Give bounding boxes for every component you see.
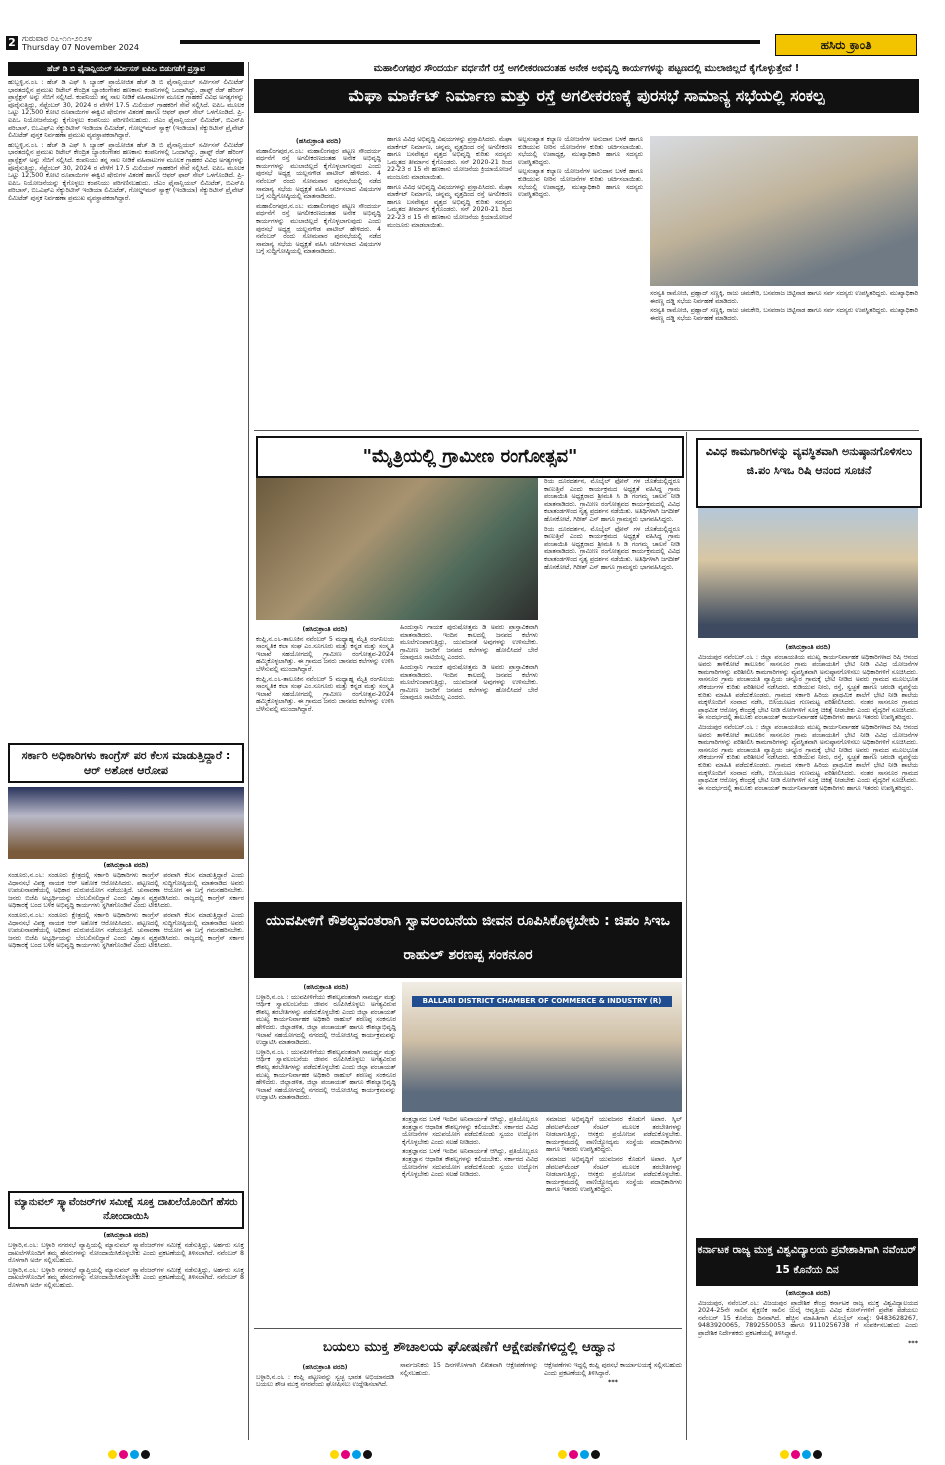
chamber-banner: BALLARI DISTRICT CHAMBER OF COMMERCE & INDUSTRY (R) [412,996,672,1007]
left-top-body [8,79,244,739]
registration-dots-mid-right [558,1444,602,1463]
rangotsava-col-1 [256,624,394,896]
left-top-headline: ಹೆಚ್ ಡಿ ಬಿ ಫೈನಾನ್ಷಿಯಲ್ ಸರ್ವೀಸಸ್ ಐಪಿಒ ಬಿಡುಗಡೆಗೆ ಪ್ರಸ್ತಾವ [8,62,244,76]
toilet-byline: (ಹಸಿರುಕ್ರಾಂತಿ ವರದಿ) [302,1363,348,1371]
dot-magenta [569,1450,578,1459]
left-mid-paragraph: ಸಂಡೂರು,ನ.೦೬: ಸಂಡೂರು ಕ್ಷೇತ್ರದಲ್ಲಿ ಸರ್ಕಾರಿ ಅಧಿಕಾರಿಗಳು ಕಾಂಗ್ರೆಸ್ ಪರವಾಗಿ ಕೆಲಸ ಮಾಡುತ್ತಿದ್ದಾರೆ ಎಂದು ವಿಧಾನಸಭೆ ವಿಪಕ್ಷ ನಾಯಕ ಆರ್ ಅಶೋಕ ಆರೋಪಿಸಿದರು. ಪಟ್ಟಣದಲ್ಲಿ ಸುದ್ದಿಗೋಷ್ಠಿಯಲ್ಲಿ ಮಾತನಾಡಿದ ಅವರು ಉಪಚುನಾವಣೆಯಲ್ಲಿ ಅಧಿಕಾರ ದುರುಪಯೋಗ ನಡೆಯುತ್ತಿದೆ. ಚುನಾವಣಾ ಆಯೋಗ ಈ ಬಗ್ಗೆ ಗಮನಹರಿಸಬೇಕು. ಜನರು ಬಿಜೆಪಿ ಅಭ್ಯರ್ಥಿಯನ್ನು ಬೆಂಬಲಿಸಲಿದ್ದಾರೆ ಎಂದು ವಿಶ್ವಾಸ ವ್ಯಕ್ತಪಡಿಸಿದರು. ರಾಜ್ಯದಲ್ಲಿ ಕಾಂಗ್ರೆಸ್ ಸರ್ಕಾರ ಅಧಿಕಾರಕ್ಕೆ ಬಂದ ಬಳಿಕ ಅಭಿವೃದ್ಧಿ ಕಾರ್ಯಗಳು ಸ್ಥಗಿತಗೊಂಡಿವೆ ಎಂದು ಟೀಕಿಸಿದರು. [8,872,244,910]
column-divider [248,62,249,1440]
ksou-byline: (ಹಸಿರುಕ್ರಾಂತಿ ವರದಿ) [785,1289,831,1297]
header-date [22,34,139,52]
rangotsava-col-2 [400,624,538,896]
dot-magenta [341,1450,350,1459]
page-header [0,0,945,60]
skill-headline: ಯುವಪೀಳಿಗೆ ಕೌಶಲ್ಯವಂತರಾಗಿ ಸ್ವಾವಲಂಬನೆಯ ಜೀವನ ರೂಪಿಸಿಕೊಳ್ಳಬೇಕು : ಜಿಪಂ ಸಿಇಒ ರಾಹುಲ್ ಶರಣಪ್ಪ ಸಂಕನೂರ [254,902,682,978]
left-bottom-body [8,1242,244,1422]
toilet-text-1: ಬಳ್ಳಾರಿ,ನ.೦೬ : ಕಂಪ್ಲಿ ಪಟ್ಟಣವನ್ನು ಸ್ವಚ್ಛ ಭಾರತ ಅಭಿಯಾನದಡಿ ಬಯಲು ಶೌಚ ಮುಕ್ತ ನಗರವೆಂದು ಘೋಷಿಸಲು ಉದ್ದೇಶಿಸಲಾಗಿದೆ. [256,1373,394,1389]
press-meet-photo [8,787,244,859]
rangotsava-text-3: ರಿಯ ದೂರದರ್ಶನ, ಮೊಬೈಲ್ ಫೋನ್ ಗಳ ಜೊತೆಯಲ್ಲಿದ್ದರೂ ಕಾಣುತ್ತಿವೆ ಎಂದು ಕಾರ್ಯಕ್ರಮದ ಅಧ್ಯಕ್ಷತೆ ವಹಿಸಿದ್ದ ಗ್ರಾಮ ಪಂಚಾಯಿತಿ ಅಧ್ಯಕ್ಷರಾದ ಶ್ರೀಮತಿ ಸಿ ಡಿ ಗಂಗಮ್ಮ ಚಾಲನೆ ನೀಡಿ ಮಾತನಾಡಿದರು. ಗ್ರಾಮೀಣ ರಂಗೋತ್ಸವದ ಕಾರ್ಯಕ್ರಮದಲ್ಲಿ ವಿವಿಧ ಕಲಾತಂಡಗಳಿಂದ ನೃತ್ಯ ಪ್ರದರ್ಶನ ನಡೆಯಿತು. ಅತಿಥಿಗಳಾಗಿ ಜಗದೀಶ್ ಹೊಸಕೋಟೆ, ಗಿರೀಶ್ ಎಸ್ ಹಾಗೂ ಗ್ರಾಮಸ್ಥರು ಭಾಗವಹಿಸಿದ್ದರು. [544,478,680,523]
rangotsava-text-1-repeat: ಕಂಪ್ಲಿ,ನ.೦೬-ತಾಲೂಕಿನ ನವೆಂಬರ್ 5 ಮಧ್ಯಾಹ್ನ ಮೈತ್ರಿ ರಂಗನಿಲಯ ಸಾಂಸ್ಕೃತಿಕ ಕಲಾ ಸಂಘ ಎಂ.ಸೂಗೂರು ಮತ್ತು ಕನ್ನಡ ಮತ್ತು ಸಂಸ್ಕೃತಿ ಇಲಾಖೆ ಸಹಯೋಗದಲ್ಲಿ ಗ್ರಾಮೀಣ ರಂಗೋತ್ಸವ-2024 ಹಮ್ಮಿಕೊಳ್ಳಲಾಗಿತ್ತು. ಈ ಗ್ರಾಮದ ಜನರು ಜಾನಪದ ಕಲೆಗಳನ್ನು ಉಳಿಸಿ ಬೆಳೆಸುವಲ್ಲಿ ಮುಂದಾಗಿದ್ದಾರೆ. [256,675,394,713]
toilet-col-2 [400,1362,538,1438]
toilet-col-3 [544,1362,682,1438]
left-bottom-paragraph-repeat: ಬಳ್ಳಾರಿ,ನ.೦೬: ಬಳ್ಳಾರಿ ನಗರಸಭೆ ವ್ಯಾಪ್ತಿಯಲ್ಲಿ ಮ್ಯಾನುವಲ್ ಸ್ಕ್ಯಾವೆಂಜರ್‌ಗಳ ಸಮೀಕ್ಷೆ ನಡೆಸುತ್ತಿದ್ದು, ಅರ್ಹರು ಸೂಕ್ತ ದಾಖಲೆಗಳೊಂದಿಗೆ ತಮ್ಮ ಹೆಸರುಗಳನ್ನು ನೋಂದಾಯಿಸಿಕೊಳ್ಳಬೇಕು ಎಂದು ಪ್ರಕಟಣೆಯಲ್ಲಿ ತಿಳಿಸಲಾಗಿದೆ. ನವೆಂಬರ್ 8 ರೊಳಗಾಗಿ ಅರ್ಜಿ ಸಲ್ಲಿಸಬಹುದು. [8,1266,244,1289]
left-mid-byline: (ಹಸಿರುಕ್ರಾಂತಿ ವರದಿ) [103,861,149,869]
right-body [698,642,918,1234]
top-story-col-2 [387,136,512,426]
skill-event-photo [402,982,682,1112]
top-story-col-3 [518,136,643,426]
rangotsava-byline: (ಹಸಿರುಕ್ರಾಂತಿ ವರದಿ) [302,625,348,633]
left-top-paragraph: ಹುಬ್ಬಳ್ಳಿ,ನ.೦೬ : ಹೆಚ್ ಡಿ ಎಫ್ ಸಿ ಬ್ಯಾಂಕ್ ಪ್ರಾಯೋಜಿತ ಹೆಚ್ ಡಿ ಬಿ ಫೈನಾನ್ಷಿಯಲ್ ಸರ್ವೀಸಸ್ ಲಿಮಿಟೆಡ್ ಭಾರತದಲ್ಲಿನ ಪ್ರಮುಖ ರಿಟೇಲ್ ಕೇಂದ್ರಿತ ಬ್ಯಾಂಕಿಂಗೇತರ ಹಣಕಾಸು ಕಂಪನಿಗಳಲ್ಲಿ ಒಂದಾಗಿದ್ದು, ಡ್ರಾಫ್ಟ್ ರೆಡ್ ಹೆರಿಂಗ್ ಪ್ರಾಸ್ಪೆಕ್ಟಸ್ ಅನ್ನು ಸೆಬಿಗೆ ಸಲ್ಲಿಸಿದೆ. ಕಂಪನಿಯು ತನ್ನ ಸಾಲ ನೀಡಿಕೆ ವಹಿವಾಟುಗಳ ಮೂಲಕ ಗ್ರಾಹಕರ ವಿವಿಧ ಅಗತ್ಯಗಳನ್ನು ಪೂರೈಸುತ್ತಿದ್ದು, ಸೆಪ್ಟೆಂಬರ್ 30, 2024 ರ ವೇಳೆಗೆ 17.5 ಮಿಲಿಯನ್ ಗ್ರಾಹಕರಿಗೆ ಸೇವೆ ಸಲ್ಲಿಸಿದೆ. ಐಪಿಒ ಮೂಲಕ ಒಟ್ಟು 12,500 ಕೋಟಿ ರೂಪಾಯಿಗಳ ಈಕ್ವಿಟಿ ಷೇರುಗಳ ವಿತರಣೆ ಹಾಗೂ ಆಫರ್ ಫಾರ್ ಸೇಲ್ ಒಳಗೊಂಡಿದೆ. ಪ್ರಿ-ಐಪಿಒ ನಿಯೋಜನೆಯನ್ನು ಕೈಗೊಳ್ಳಲು ಕಂಪನಿಯು ಪರಿಗಣಿಸಬಹುದು. ಜೆಎಂ ಫೈನಾನ್ಷಿಯಲ್ ಲಿಮಿಟೆಡ್, ಬಿಎನ್‌ಪಿ ಪರಿಬಾಸ್, ಬಿಒಎಫ್‌ಎ ಸೆಕ್ಯುರಿಟೀಸ್ ಇಂಡಿಯಾ ಲಿಮಿಟೆಡ್, ಗೋಲ್ಡ್‌ಮನ್ ಸ್ಯಾಕ್ಸ್ (ಇಂಡಿಯಾ) ಸೆಕ್ಯುರಿಟೀಸ್ ಪ್ರೈವೇಟ್ ಲಿಮಿಟೆಡ್ ಪುಸ್ತಕ ನಿರ್ವಹಣಾ ಪ್ರಮುಖ ವ್ಯವಸ್ಥಾಪಕರಾಗಿದ್ದಾರೆ. [8,79,244,140]
toilet-text-3: ಆಕ್ಷೇಪಣೆಗಳು ಇದ್ದಲ್ಲಿ ಕಂಪ್ಲಿ ಪುರಸಭೆ ಕಾರ್ಯಾಲಯಕ್ಕೆ ಸಲ್ಲಿಸಬಹುದು ಎಂದು ಪ್ರಕಟಣೆಯಲ್ಲಿ ತಿಳಿಸಿದ್ದಾರೆ. [544,1362,682,1377]
dot-cyan [352,1450,361,1459]
top-story-text-3: ಅಲ್ಪಸಂಖ್ಯಾತ ಕಲ್ಯಾಣ ಯೋಜನೆಗಳ ಅನುದಾನ ಬಳಕೆ ಹಾಗೂ ಕುಡಿಯುವ ನೀರಿನ ಯೋಜನೆಗಳ ಕುರಿತು ಚರ್ಚಿಸಲಾಯಿತು. ಸಭೆಯಲ್ಲಿ ಉಪಾಧ್ಯಕ್ಷ, ಮುಖ್ಯಾಧಿಕಾರಿ ಹಾಗೂ ಸದಸ್ಯರು ಉಪಸ್ಥಿತರಿದ್ದರು. [518,136,643,166]
dot-yellow [330,1450,339,1459]
right-byline: (ಹಸಿರುಕ್ರಾಂತಿ ವರದಿ) [785,643,831,651]
masthead: ಹಸಿರು ಕ್ರಾಂತಿ [775,34,917,56]
toilet-col-1 [256,1362,394,1438]
skill-text-3-repeat: ಸಮಾಜದ ಅಭಿವೃದ್ಧಿಗೆ ಯುವಜನರ ಕೊಡುಗೆ ಅಪಾರ. ಸ್ಕಿಲ್ ಡೆವಲಪ್‌ಮೆಂಟ್ ಸೆಂಟರ್ ಮೂಲಕ ತರಬೇತಿಗಳನ್ನು ನೀಡಲಾಗುತ್ತಿದ್ದು, ಆಸಕ್ತರು ಪ್ರಯೋಜನ ಪಡೆದುಕೊಳ್ಳಬೇಕು. ಕಾರ್ಯಕ್ರಮದಲ್ಲಿ ವಾಣಿಜ್ಯೋದ್ಯಮ ಸಂಸ್ಥೆಯ ಪದಾಧಿಕಾರಿಗಳು ಹಾಗೂ ಇತರರು ಉಪಸ್ಥಿತರಿದ್ದರು. [546,1155,682,1194]
top-story-kicker: ಮಹಾಲಿಂಗಪುರ ಸೌಂದರ್ಯ ವರ್ಧನೆಗೆ ರಸ್ತೆ ಅಗಲೀಕರಣದಂತಹ ಅನೇಕ ಅಭಿವೃದ್ಧಿ ಕಾರ್ಯಗಳನ್ನು ಪಟ್ಟಣದಲ್ಲಿ ಮುಲಾಜಿಲ್ಲದೆ ಕೈಗೊಳ್ಳುತ್ತೇವೆ ! [373,63,800,74]
skill-text-1: ಬಳ್ಳಾರಿ,ನ.೦೬ : ಯುವಪೀಳಿಗೆಯು ಕೌಶಲ್ಯವಂತರಾಗಿ ಸಾಮರ್ಥ್ಯ ಮತ್ತು ಆರ್ಥಿಕ ಸ್ವಾವಲಂಬನೆಯ ಜೀವನ ರೂಪಿಸಿಕೊಳ್ಳಲು ಅಗತ್ಯವಿರುವ ಕೌಶಲ್ಯ ತರಬೇತಿಗಳನ್ನು ಪಡೆದುಕೊಳ್ಳಬೇಕು ಎಂದು ಜಿಲ್ಲಾ ಪಂಚಾಯತ್ ಮುಖ್ಯ ಕಾರ್ಯನಿರ್ವಾಹಕ ಅಧಿಕಾರಿ ರಾಹುಲ್ ಶರಣಪ್ಪ ಸಂಕನೂರ ಹೇಳಿದರು. ಜಿಲ್ಲಾಡಳಿತ, ಜಿಲ್ಲಾ ಪಂಚಾಯತ್ ಹಾಗೂ ಕೌಶಲ್ಯಾಭಿವೃದ್ಧಿ ಇಲಾಖೆ ಸಹಯೋಗದಲ್ಲಿ ನಗರದಲ್ಲಿ ಆಯೋಜಿಸಿದ್ದ ಕಾರ್ಯಕ್ರಮವನ್ನು ಉದ್ಘಾಟಿಸಿ ಮಾತನಾಡಿದರು. [256,993,396,1047]
page-number: 2 [6,36,18,50]
skill-col-1 [256,982,396,1322]
top-story-text-1: ಮಹಾಲಿಂಗಪುರ,ನ.೦೬: ಮಹಾಲಿಂಗಪುರ ಪಟ್ಟಣ ಸೌಂದರ್ಯ ವರ್ಧನೆಗೆ ರಸ್ತೆ ಅಗಲೀಕರಣದಂತಹ ಅನೇಕ ಅಭಿವೃದ್ಧಿ ಕಾರ್ಯಗಳನ್ನು ಮುಲಾಜಿಲ್ಲದೆ ಕೈಗೊಳ್ಳಲಾಗುವುದು ಎಂದು ಪುರಸಭೆ ಅಧ್ಯಕ್ಷ ಯಲ್ಲನಗೌಡ ಪಾಟೀಲ್ ಹೇಳಿದರು. 4 ನವೆಂಬರ್ ರಂದು ಸೋಮವಾರ ಪುರಸಭೆಯಲ್ಲಿ ನಡೆದ ಸಾಮಾನ್ಯ ಸಭೆಯ ಅಧ್ಯಕ್ಷತೆ ವಹಿಸಿ ಚರ್ಚಿಸಲಾದ ವಿಷಯಗಳ ಬಗ್ಗೆ ಸುದ್ದಿಗೋಷ್ಠಿಯಲ್ಲಿ ಮಾತನಾಡಿದರು. [256,147,381,201]
dot-yellow [780,1450,789,1459]
registration-dots-right [780,1444,824,1463]
skill-byline: (ಹಸಿರುಕ್ರಾಂತಿ ವರದಿ) [303,983,349,991]
right-text-repeat: ವಿಜಯಪುರ ನವೆಂಬರ್.೦೬ : ಜಿಲ್ಲಾ ಪಂಚಾಯತಿಯ ಮುಖ್ಯ ಕಾರ್ಯನಿರ್ವಾಹಕ ಅಧಿಕಾರಿಗಳಾದ ರಿಷಿ ಆನಂದ ಅವರು ತಾಳಿಕೋಟೆ ತಾಲೂಕಿನ ಸಾಸನೂರ ಗ್ರಾಮ ಪಂಚಾಯತಿಗೆ ಭೇಟಿ ನೀಡಿ ವಿವಿಧ ಯೋಜನೆಗಳ ಕಾಮಗಾರಿಗಳನ್ನು ಪರಿಶೀಲಿಸಿ ಕಾಮಗಾರಿಗಳನ್ನು ವ್ಯವಸ್ಥಿತವಾಗಿ ಅನುಷ್ಠಾನಗೊಳಿಸಲು ಅಧಿಕಾರಿಗಳಿಗೆ ಸೂಚಿಸಿದರು. ಸಾಸನೂರ ಗ್ರಾಮ ಪಂಚಾಯತಿ ವ್ಯಾಪ್ತಿಯ ಚನ್ನೂರ ಗ್ರಾಮಕ್ಕೆ ಭೇಟಿ ನೀಡಿದ ಅವರು ಗ್ರಾಮದ ಮೂಲಭೂತ ಸೌಕರ್ಯಗಳ ಕುರಿತು ಪರಿಶೀಲನೆ ನಡೆಸಿದರು. ಕುಡಿಯುವ ನೀರು, ರಸ್ತೆ, ಸ್ವಚ್ಛತೆ ಹಾಗೂ ಚರಂಡಿ ವ್ಯವಸ್ಥೆಯ ಕುರಿತು ಮಾಹಿತಿ ಪಡೆದುಕೊಂಡರು. ಗ್ರಾಮದ ಸರ್ಕಾರಿ ಹಿರಿಯ ಪ್ರಾಥಮಿಕ ಶಾಲೆಗೆ ಭೇಟಿ ನೀಡಿ ಶಾಲೆಯ ಮಕ್ಕಳೊಂದಿಗೆ ಸಂವಾದ ನಡೆಸಿ, ಬಿಸಿಯೂಟದ ಗುಣಮಟ್ಟ ಪರಿಶೀಲಿಸಿದರು. ನಂತರ ಸಾಸನೂರ ಗ್ರಾಮದ ಪ್ರಾಥಮಿಕ ಆರೋಗ್ಯ ಕೇಂದ್ರಕ್ಕೆ ಭೇಟಿ ನೀಡಿ ರೋಗಿಗಳಿಗೆ ಸೂಕ್ತ ಚಿಕಿತ್ಸೆ ನೀಡಬೇಕು ಎಂದು ವೈದ್ಯರಿಗೆ ಸೂಚಿಸಿದರು. ಈ ಸಂದರ್ಭದಲ್ಲಿ ತಾಲೂಕು ಪಂಚಾಯತ್ ಕಾರ್ಯನಿರ್ವಾಹಕ ಅಧಿಕಾರಿಗಳು ಹಾಗೂ ಇತರರು ಉಪಸ್ಥಿತರಿದ್ದರು. [698,723,918,792]
top-story-text-2-repeat: ಹಾಗೂ ವಿವಿಧ ಅಭಿವೃದ್ಧಿ ವಿಷಯಗಳನ್ನು ಪ್ರಸ್ತಾಪಿಸಿದರು. ಮೆಘಾ ಮಾರ್ಕೆಟ್ ನಿರ್ಮಾಣ, ಚನ್ನಮ್ಮ ವೃತ್ತದಿಂದ ರಸ್ತೆ ಅಗಲೀಕರಣ ಹಾಗೂ ಬಸವೇಶ್ವರ ವೃತ್ತದ ಅಭಿವೃದ್ಧಿ ಕುರಿತು ಸದಸ್ಯರು ಒಮ್ಮತದ ತೀರ್ಮಾನ ಕೈಗೊಂಡರು. ಸನ್ 2020-21 ರಿಂದ 22-23 ರ 15 ನೇ ಹಣಕಾಸು ಯೋಜನೆಯ ಕ್ರಿಯಾಯೋಜನೆ ಮಂಜೂರು ಮಾಡಲಾಯಿತು. [387,183,512,229]
skill-text-2-repeat: ತಂತ್ರಜ್ಞಾನದ ಬಳಕೆ ಇಂದಿನ ಅನಿವಾರ್ಯತೆ ಆಗಿದ್ದು, ಪ್ರತಿಯೊಬ್ಬರೂ ತಂತ್ರಜ್ಞಾನ ಆಧಾರಿತ ಕೌಶಲ್ಯಗಳನ್ನು ಕಲಿಯಬೇಕು. ಸರ್ಕಾರದ ವಿವಿಧ ಯೋಜನೆಗಳ ಸದುಪಯೋಗ ಪಡೆದುಕೊಂಡು ಸ್ವಯಂ ಉದ್ಯೋಗ ಕೈಗೊಳ್ಳಬೇಕು ಎಂದು ಸಲಹೆ ನೀಡಿದರು. [402,1148,538,1179]
dot-black [813,1450,822,1459]
dot-cyan [580,1450,589,1459]
left-mid-paragraph-repeat: ಸಂಡೂರು,ನ.೦೬: ಸಂಡೂರು ಕ್ಷೇತ್ರದಲ್ಲಿ ಸರ್ಕಾರಿ ಅಧಿಕಾರಿಗಳು ಕಾಂಗ್ರೆಸ್ ಪರವಾಗಿ ಕೆಲಸ ಮಾಡುತ್ತಿದ್ದಾರೆ ಎಂದು ವಿಧಾನಸಭೆ ವಿಪಕ್ಷ ನಾಯಕ ಆರ್ ಅಶೋಕ ಆರೋಪಿಸಿದರು. ಪಟ್ಟಣದಲ್ಲಿ ಸುದ್ದಿಗೋಷ್ಠಿಯಲ್ಲಿ ಮಾತನಾಡಿದ ಅವರು ಉಪಚುನಾವಣೆಯಲ್ಲಿ ಅಧಿಕಾರ ದುರುಪಯೋಗ ನಡೆಯುತ್ತಿದೆ. ಚುನಾವಣಾ ಆಯೋಗ ಈ ಬಗ್ಗೆ ಗಮನಹರಿಸಬೇಕು. ಜನರು ಬಿಜೆಪಿ ಅಭ್ಯರ್ಥಿಯನ್ನು ಬೆಂಬಲಿಸಲಿದ್ದಾರೆ ಎಂದು ವಿಶ್ವಾಸ ವ್ಯಕ್ತಪಡಿಸಿದರು. ರಾಜ್ಯದಲ್ಲಿ ಕಾಂಗ್ರೆಸ್ ಸರ್ಕಾರ ಅಧಿಕಾರಕ್ಕೆ ಬಂದ ಬಳಿಕ ಅಭಿವೃದ್ಧಿ ಕಾರ್ಯಗಳು ಸ್ಥಗಿತಗೊಂಡಿವೆ ಎಂದು ಟೀಕಿಸಿದರು. [8,911,244,950]
top-story-photo-caption [650,290,918,426]
top-story-caption-repeat: ಸರಸ್ವತಿ ರಾಮೋಜಿ, ಪ್ರಹ್ಲಾದ್ ಸಣ್ಣಕ್ಕಿ, ರಾಜು ಚಮಕೇರಿ, ಬಸವರಾಜ ಚಿಟ್ಟಿನಾಡ ಹಾಗೂ ಸರ್ವ ಸದಸ್ಯರು ಉಪಸ್ಥಿತರಿದ್ದರು. ಮುಖ್ಯಾಧಿಕಾರಿ ಈರಣ್ಣ ದಡ್ಡಿ ಸಭೆಯ ನಿರ್ವಹಣೆ ಮಾಡಿದರು. [650,307,918,322]
dot-cyan [802,1450,811,1459]
top-story-caption-text: ಸರಸ್ವತಿ ರಾಮೋಜಿ, ಪ್ರಹ್ಲಾದ್ ಸಣ್ಣಕ್ಕಿ, ರಾಜು ಚಮಕೇರಿ, ಬಸವರಾಜ ಚಿಟ್ಟಿನಾಡ ಹಾಗೂ ಸರ್ವ ಸದಸ್ಯರು ಉಪಸ್ಥಿತರಿದ್ದರು. ಮುಖ್ಯಾಧಿಕಾರಿ ಈರಣ್ಣ ದಡ್ಡಿ ಸಭೆಯ ನಿರ್ವಹಣೆ ಮಾಡಿದರು. [650,290,918,305]
dot-cyan [130,1450,139,1459]
section-divider-1 [254,430,919,431]
ceo-inspection-photo [698,508,918,638]
rangotsava-text-1: ಕಂಪ್ಲಿ,ನ.೦೬-ತಾಲೂಕಿನ ನವೆಂಬರ್ 5 ಮಧ್ಯಾಹ್ನ ಮೈತ್ರಿ ರಂಗನಿಲಯ ಸಾಂಸ್ಕೃತಿಕ ಕಲಾ ಸಂಘ ಎಂ.ಸೂಗೂರು ಮತ್ತು ಕನ್ನಡ ಮತ್ತು ಸಂಸ್ಕೃತಿ ಇಲಾಖೆ ಸಹಯೋಗದಲ್ಲಿ ಗ್ರಾಮೀಣ ರಂಗೋತ್ಸವ-2024 ಹಮ್ಮಿಕೊಳ್ಳಲಾಗಿತ್ತು. ಈ ಗ್ರಾಮದ ಜನರು ಜಾನಪದ ಕಲೆಗಳನ್ನು ಉಳಿಸಿ ಬೆಳೆಸುವಲ್ಲಿ ಮುಂದಾಗಿದ್ದಾರೆ. [256,635,394,673]
skill-text-1-repeat: ಬಳ್ಳಾರಿ,ನ.೦೬ : ಯುವಪೀಳಿಗೆಯು ಕೌಶಲ್ಯವಂತರಾಗಿ ಸಾಮರ್ಥ್ಯ ಮತ್ತು ಆರ್ಥಿಕ ಸ್ವಾವಲಂಬನೆಯ ಜೀವನ ರೂಪಿಸಿಕೊಳ್ಳಲು ಅಗತ್ಯವಿರುವ ಕೌಶಲ್ಯ ತರಬೇತಿಗಳನ್ನು ಪಡೆದುಕೊಳ್ಳಬೇಕು ಎಂದು ಜಿಲ್ಲಾ ಪಂಚಾಯತ್ ಮುಖ್ಯ ಕಾರ್ಯನಿರ್ವಾಹಕ ಅಧಿಕಾರಿ ರಾಹುಲ್ ಶರಣಪ್ಪ ಸಂಕನೂರ ಹೇಳಿದರು. ಜಿಲ್ಲಾಡಳಿತ, ಜಿಲ್ಲಾ ಪಂಚಾಯತ್ ಹಾಗೂ ಕೌಶಲ್ಯಾಭಿವೃದ್ಧಿ ಇಲಾಖೆ ಸಹಯೋಗದಲ್ಲಿ ನಗರದಲ್ಲಿ ಆಯೋಜಿಸಿದ್ದ ಕಾರ್ಯಕ್ರಮವನ್ನು ಉದ್ಘಾಟಿಸಿ ಮಾತನಾಡಿದರು. [256,1048,396,1102]
rangotsava-text-2-repeat: ಹಿಂದುಸ್ತಾನಿ ಗಾಯಕ ಪುರುಷೋತ್ತಮ ಡಿ ಅವರು ಪ್ರಾಸ್ತಾವಿಕವಾಗಿ ಮಾತನಾಡಿದರು. ಇಂದಿನ ಕಾಲದಲ್ಲಿ ಜನಪದ ಕಲೆಗಳು ಮೂಲೆಗುಂಪಾಗುತ್ತಿದ್ದು, ಯುವಜನತೆ ಅವುಗಳನ್ನು ಉಳಿಸಬೇಕು. ಗ್ರಾಮೀಣ ಜನರಿಗೆ ಜನಪದ ಕಲೆಗಳನ್ನು ಹೋಲಿಸಿದರೆ ಬೇರೆ ಯಾವುದೂ ಸಾಟಿಯಿಲ್ಲ ಎಂದರು. [400,663,538,702]
top-story-text-1-repeat: ಮಹಾಲಿಂಗಪುರ,ನ.೦೬: ಮಹಾಲಿಂಗಪುರ ಪಟ್ಟಣ ಸೌಂದರ್ಯ ವರ್ಧನೆಗೆ ರಸ್ತೆ ಅಗಲೀಕರಣದಂತಹ ಅನೇಕ ಅಭಿವೃದ್ಧಿ ಕಾರ್ಯಗಳನ್ನು ಮುಲಾಜಿಲ್ಲದೆ ಕೈಗೊಳ್ಳಲಾಗುವುದು ಎಂದು ಪುರಸಭೆ ಅಧ್ಯಕ್ಷ ಯಲ್ಲನಗೌಡ ಪಾಟೀಲ್ ಹೇಳಿದರು. 4 ನವೆಂಬರ್ ರಂದು ಸೋಮವಾರ ಪುರಸಭೆಯಲ್ಲಿ ನಡೆದ ಸಾಮಾನ್ಯ ಸಭೆಯ ಅಧ್ಯಕ್ಷತೆ ವಹಿಸಿ ಚರ್ಚಿಸಲಾದ ವಿಷಯಗಳ ಬಗ್ಗೆ ಸುದ್ದಿಗೋಷ್ಠಿಯಲ್ಲಿ ಮಾತನಾಡಿದರು. [256,202,381,256]
right-text: ವಿಜಯಪುರ ನವೆಂಬರ್.೦೬ : ಜಿಲ್ಲಾ ಪಂಚಾಯತಿಯ ಮುಖ್ಯ ಕಾರ್ಯನಿರ್ವಾಹಕ ಅಧಿಕಾರಿಗಳಾದ ರಿಷಿ ಆನಂದ ಅವರು ತಾಳಿಕೋಟೆ ತಾಲೂಕಿನ ಸಾಸನೂರ ಗ್ರಾಮ ಪಂಚಾಯತಿಗೆ ಭೇಟಿ ನೀಡಿ ವಿವಿಧ ಯೋಜನೆಗಳ ಕಾಮಗಾರಿಗಳನ್ನು ಪರಿಶೀಲಿಸಿ ಕಾಮಗಾರಿಗಳನ್ನು ವ್ಯವಸ್ಥಿತವಾಗಿ ಅನುಷ್ಠಾನಗೊಳಿಸಲು ಅಧಿಕಾರಿಗಳಿಗೆ ಸೂಚಿಸಿದರು. ಸಾಸನೂರ ಗ್ರಾಮ ಪಂಚಾಯತಿ ವ್ಯಾಪ್ತಿಯ ಚನ್ನೂರ ಗ್ರಾಮಕ್ಕೆ ಭೇಟಿ ನೀಡಿದ ಅವರು ಗ್ರಾಮದ ಮೂಲಭೂತ ಸೌಕರ್ಯಗಳ ಕುರಿತು ಪರಿಶೀಲನೆ ನಡೆಸಿದರು. ಕುಡಿಯುವ ನೀರು, ರಸ್ತೆ, ಸ್ವಚ್ಛತೆ ಹಾಗೂ ಚರಂಡಿ ವ್ಯವಸ್ಥೆಯ ಕುರಿತು ಮಾಹಿತಿ ಪಡೆದುಕೊಂಡರು. ಗ್ರಾಮದ ಸರ್ಕಾರಿ ಹಿರಿಯ ಪ್ರಾಥಮಿಕ ಶಾಲೆಗೆ ಭೇಟಿ ನೀಡಿ ಶಾಲೆಯ ಮಕ್ಕಳೊಂದಿಗೆ ಸಂವಾದ ನಡೆಸಿ, ಬಿಸಿಯೂಟದ ಗುಣಮಟ್ಟ ಪರಿಶೀಲಿಸಿದರು. ನಂತರ ಸಾಸನೂರ ಗ್ರಾಮದ ಪ್ರಾಥಮಿಕ ಆರೋಗ್ಯ ಕೇಂದ್ರಕ್ಕೆ ಭೇಟಿ ನೀಡಿ ರೋಗಿಗಳಿಗೆ ಸೂಕ್ತ ಚಿಕಿತ್ಸೆ ನೀಡಬೇಕು ಎಂದು ವೈದ್ಯರಿಗೆ ಸೂಚಿಸಿದರು. ಈ ಸಂದರ್ಭದಲ್ಲಿ ತಾಲೂಕು ಪಂಚಾಯತ್ ಕಾರ್ಯನಿರ್ವಾಹಕ ಅಧಿಕಾರಿಗಳು ಹಾಗೂ ಇತರರು ಉಪಸ್ಥಿತರಿದ್ದರು. [698,653,918,722]
left-bottom-paragraph: ಬಳ್ಳಾರಿ,ನ.೦೬: ಬಳ್ಳಾರಿ ನಗರಸಭೆ ವ್ಯಾಪ್ತಿಯಲ್ಲಿ ಮ್ಯಾನುವಲ್ ಸ್ಕ್ಯಾವೆಂಜರ್‌ಗಳ ಸಮೀಕ್ಷೆ ನಡೆಸುತ್ತಿದ್ದು, ಅರ್ಹರು ಸೂಕ್ತ ದಾಖಲೆಗಳೊಂದಿಗೆ ತಮ್ಮ ಹೆಸರುಗಳನ್ನು ನೋಂದಾಯಿಸಿಕೊಳ್ಳಬೇಕು ಎಂದು ಪ್ರಕಟಣೆಯಲ್ಲಿ ತಿಳಿಸಲಾಗಿದೆ. ನವೆಂಬರ್ 8 ರೊಳಗಾಗಿ ಅರ್ಜಿ ಸಲ್ಲಿಸಬಹುದು. [8,1242,244,1265]
rangotsava-text-3-repeat: ರಿಯ ದೂರದರ್ಶನ, ಮೊಬೈಲ್ ಫೋನ್ ಗಳ ಜೊತೆಯಲ್ಲಿದ್ದರೂ ಕಾಣುತ್ತಿವೆ ಎಂದು ಕಾರ್ಯಕ್ರಮದ ಅಧ್ಯಕ್ಷತೆ ವಹಿಸಿದ್ದ ಗ್ರಾಮ ಪಂಚಾಯಿತಿ ಅಧ್ಯಕ್ಷರಾದ ಶ್ರೀಮತಿ ಸಿ ಡಿ ಗಂಗಮ್ಮ ಚಾಲನೆ ನೀಡಿ ಮಾತನಾಡಿದರು. ಗ್ರಾಮೀಣ ರಂಗೋತ್ಸವದ ಕಾರ್ಯಕ್ರಮದಲ್ಲಿ ವಿವಿಧ ಕಲಾತಂಡಗಳಿಂದ ನೃತ್ಯ ಪ್ರದರ್ಶನ ನಡೆಯಿತು. ಅತಿಥಿಗಳಾಗಿ ಜಗದೀಶ್ ಹೊಸಕೋಟೆ, ಗಿರೀಶ್ ಎಸ್ ಹಾಗೂ ಗ್ರಾಮಸ್ಥರು ಭಾಗವಹಿಸಿದ್ದರು. [544,525,680,571]
ksou-body [698,1288,918,1438]
top-story-byline: (ಹಸಿರುಕ್ರಾಂತಿ ವರದಿ) [295,137,342,145]
left-top-paragraph-repeat: ಹುಬ್ಬಳ್ಳಿ,ನ.೦೬ : ಹೆಚ್ ಡಿ ಎಫ್ ಸಿ ಬ್ಯಾಂಕ್ ಪ್ರಾಯೋಜಿತ ಹೆಚ್ ಡಿ ಬಿ ಫೈನಾನ್ಷಿಯಲ್ ಸರ್ವೀಸಸ್ ಲಿಮಿಟೆಡ್ ಭಾರತದಲ್ಲಿನ ಪ್ರಮುಖ ರಿಟೇಲ್ ಕೇಂದ್ರಿತ ಬ್ಯಾಂಕಿಂಗೇತರ ಹಣಕಾಸು ಕಂಪನಿಗಳಲ್ಲಿ ಒಂದಾಗಿದ್ದು, ಡ್ರಾಫ್ಟ್ ರೆಡ್ ಹೆರಿಂಗ್ ಪ್ರಾಸ್ಪೆಕ್ಟಸ್ ಅನ್ನು ಸೆಬಿಗೆ ಸಲ್ಲಿಸಿದೆ. ಕಂಪನಿಯು ತನ್ನ ಸಾಲ ನೀಡಿಕೆ ವಹಿವಾಟುಗಳ ಮೂಲಕ ಗ್ರಾಹಕರ ವಿವಿಧ ಅಗತ್ಯಗಳನ್ನು ಪೂರೈಸುತ್ತಿದ್ದು, ಸೆಪ್ಟೆಂಬರ್ 30, 2024 ರ ವೇಳೆಗೆ 17.5 ಮಿಲಿಯನ್ ಗ್ರಾಹಕರಿಗೆ ಸೇವೆ ಸಲ್ಲಿಸಿದೆ. ಐಪಿಒ ಮೂಲಕ ಒಟ್ಟು 12,500 ಕೋಟಿ ರೂಪಾಯಿಗಳ ಈಕ್ವಿಟಿ ಷೇರುಗಳ ವಿತರಣೆ ಹಾಗೂ ಆಫರ್ ಫಾರ್ ಸೇಲ್ ಒಳಗೊಂಡಿದೆ. ಪ್ರಿ-ಐಪಿಒ ನಿಯೋಜನೆಯನ್ನು ಕೈಗೊಳ್ಳಲು ಕಂಪನಿಯು ಪರಿಗಣಿಸಬಹುದು. ಜೆಎಂ ಫೈನಾನ್ಷಿಯಲ್ ಲಿಮಿಟೆಡ್, ಬಿಎನ್‌ಪಿ ಪರಿಬಾಸ್, ಬಿಒಎಫ್‌ಎ ಸೆಕ್ಯುರಿಟೀಸ್ ಇಂಡಿಯಾ ಲಿಮಿಟೆಡ್, ಗೋಲ್ಡ್‌ಮನ್ ಸ್ಯಾಕ್ಸ್ (ಇಂಡಿಯಾ) ಸೆಕ್ಯುರಿಟೀಸ್ ಪ್ರೈವೇಟ್ ಲಿಮಿಟೆಡ್ ಪುಸ್ತಕ ನಿರ್ವಹಣಾ ಪ್ರಮುಖ ವ್ಯವಸ್ಥಾಪಕರಾಗಿದ್ದಾರೆ. [8,141,244,202]
left-column [8,62,244,1440]
date-english: Thursday 07 November 2024 [22,43,139,52]
dot-magenta [791,1450,800,1459]
council-meeting-photo [650,136,918,286]
skill-text-2: ತಂತ್ರಜ್ಞಾನದ ಬಳಕೆ ಇಂದಿನ ಅನಿವಾರ್ಯತೆ ಆಗಿದ್ದು, ಪ್ರತಿಯೊಬ್ಬರೂ ತಂತ್ರಜ್ಞಾನ ಆಧಾರಿತ ಕೌಶಲ್ಯಗಳನ್ನು ಕಲಿಯಬೇಕು. ಸರ್ಕಾರದ ವಿವಿಧ ಯೋಜನೆಗಳ ಸದುಪಯೋಗ ಪಡೆದುಕೊಂಡು ಸ್ವಯಂ ಉದ್ಯೋಗ ಕೈಗೊಳ್ಳಬೇಕು ಎಂದು ಸಲಹೆ ನೀಡಿದರು. [402,1116,538,1146]
left-mid-headline: ಸರ್ಕಾರಿ ಅಧಿಕಾರಿಗಳು ಕಾಂಗ್ರೆಸ್ ಪರ ಕೆಲಸ ಮಾಡುತ್ತಿದ್ದಾರೆ : ಆರ್ ಅಶೋಕ ಆರೋಪ [8,743,244,783]
rangotsava-col-3 [544,478,680,896]
skill-col-3 [546,1116,682,1322]
registration-dots-left [108,1444,152,1463]
top-story-text-2: ಹಾಗೂ ವಿವಿಧ ಅಭಿವೃದ್ಧಿ ವಿಷಯಗಳನ್ನು ಪ್ರಸ್ತಾಪಿಸಿದರು. ಮೆಘಾ ಮಾರ್ಕೆಟ್ ನಿರ್ಮಾಣ, ಚನ್ನಮ್ಮ ವೃತ್ತದಿಂದ ರಸ್ತೆ ಅಗಲೀಕರಣ ಹಾಗೂ ಬಸವೇಶ್ವರ ವೃತ್ತದ ಅಭಿವೃದ್ಧಿ ಕುರಿತು ಸದಸ್ಯರು ಒಮ್ಮತದ ತೀರ್ಮಾನ ಕೈಗೊಂಡರು. ಸನ್ 2020-21 ರಿಂದ 22-23 ರ 15 ನೇ ಹಣಕಾಸು ಯೋಜನೆಯ ಕ್ರಿಯಾಯೋಜನೆ ಮಂಜೂರು ಮಾಡಲಾಯಿತು. [387,136,512,181]
registration-dots-mid-left [330,1444,374,1463]
toilet-end-mark: *** [608,1379,618,1387]
dot-black [141,1450,150,1459]
left-mid-body [8,872,244,1187]
toilet-text-2: ಸಾರ್ವಜನಿಕರು 15 ದಿನಗಳೊಳಗಾಗಿ ಲಿಖಿತವಾಗಿ ಆಕ್ಷೇಪಣೆಗಳನ್ನು ಸಲ್ಲಿಸಬಹುದು. [400,1362,538,1377]
dot-yellow [108,1450,117,1459]
dot-black [363,1450,372,1459]
rangotsava-text-2: ಹಿಂದುಸ್ತಾನಿ ಗಾಯಕ ಪುರುಷೋತ್ತಮ ಡಿ ಅವರು ಪ್ರಾಸ್ತಾವಿಕವಾಗಿ ಮಾತನಾಡಿದರು. ಇಂದಿನ ಕಾಲದಲ್ಲಿ ಜನಪದ ಕಲೆಗಳು ಮೂಲೆಗುಂಪಾಗುತ್ತಿದ್ದು, ಯುವಜನತೆ ಅವುಗಳನ್ನು ಉಳಿಸಬೇಕು. ಗ್ರಾಮೀಣ ಜನರಿಗೆ ಜನಪದ ಕಲೆಗಳನ್ನು ಹೋಲಿಸಿದರೆ ಬೇರೆ ಯಾವುದೂ ಸಾಟಿಯಿಲ್ಲ ಎಂದರು. [400,624,538,662]
rangotsava-photo [256,478,538,620]
right-headline: ವಿವಿಧ ಕಾಮಗಾರಿಗಳನ್ನು ವ್ಯವಸ್ಥಿತವಾಗಿ ಅನುಷ್ಠಾನಗೊಳಿಸಲು ಜಿ.ಪಂ ಸಿಇಒ ರಿಷಿ ಆನಂದ ಸೂಚನೆ [696,438,922,508]
left-bottom-byline: (ಹಸಿರುಕ್ರಾಂತಿ ವರದಿ) [103,1231,149,1239]
ksou-end-mark: *** [908,1339,918,1347]
top-story-headline: ಮೆಘಾ ಮಾರ್ಕೆಟ್ ನಿರ್ಮಾಣ ಮತ್ತು ರಸ್ತೆ ಅಗಲೀಕರಣಕ್ಕೆ ಪುರಸಭೆ ಸಾಮಾನ್ಯ ಸಭೆಯಲ್ಲಿ ಸಂಕಲ್ಪ [254,79,919,113]
date-kannada: ಗುರುವಾರ ೦೭-೧೧-೨೦೨೪ [22,34,92,43]
ksou-headline: ಕರ್ನಾಟಕ ರಾಜ್ಯ ಮುಕ್ತ ವಿಶ್ವವಿದ್ಯಾಲಯ ಪ್ರವೇಶಾತಿಗಾಗಿ ನವೆಂಬರ್ 15 ಕೊನೆಯ ದಿನ [696,1238,918,1286]
top-story-col-1 [256,136,381,426]
top-story-text-3-repeat: ಅಲ್ಪಸಂಖ್ಯಾತ ಕಲ್ಯಾಣ ಯೋಜನೆಗಳ ಅನುದಾನ ಬಳಕೆ ಹಾಗೂ ಕುಡಿಯುವ ನೀರಿನ ಯೋಜನೆಗಳ ಕುರಿತು ಚರ್ಚಿಸಲಾಯಿತು. ಸಭೆಯಲ್ಲಿ ಉಪಾಧ್ಯಕ್ಷ, ಮುಖ್ಯಾಧಿಕಾರಿ ಹಾಗೂ ಸದಸ್ಯರು ಉಪಸ್ಥಿತರಿದ್ದರು. [518,168,643,199]
skill-text-3: ಸಮಾಜದ ಅಭಿವೃದ್ಧಿಗೆ ಯುವಜನರ ಕೊಡುಗೆ ಅಪಾರ. ಸ್ಕಿಲ್ ಡೆವಲಪ್‌ಮೆಂಟ್ ಸೆಂಟರ್ ಮೂಲಕ ತರಬೇತಿಗಳನ್ನು ನೀಡಲಾಗುತ್ತಿದ್ದು, ಆಸಕ್ತರು ಪ್ರಯೋಜನ ಪಡೆದುಕೊಳ್ಳಬೇಕು. ಕಾರ್ಯಕ್ರಮದಲ್ಲಿ ವಾಣಿಜ್ಯೋದ್ಯಮ ಸಂಸ್ಥೆಯ ಪದಾಧಿಕಾರಿಗಳು ಹಾಗೂ ಇತರರು ಉಪಸ್ಥಿತರಿದ್ದರು. [546,1116,682,1154]
skill-col-2 [402,1116,538,1322]
dot-magenta [119,1450,128,1459]
toilet-headline: ಬಯಲು ಮುಕ್ತ ಶೌಚಾಲಯ ಘೋಷಣೆಗೆ ಆಕ್ಷೇಪಣೆಗಳಿದ್ದಲ್ಲಿ ಆಹ್ವಾನ [323,1339,615,1355]
dot-yellow [558,1450,567,1459]
dot-black [591,1450,600,1459]
ksou-text: ವಿಜಯಪುರ, ನವೆಂಬರ್.೦೬: ವಿಜಯಪುರ ಪ್ರಾದೇಶಿಕ ಕೇಂದ್ರ ಕರ್ನಾಟಕ ರಾಜ್ಯ ಮುಕ್ತ ವಿಶ್ವವಿದ್ಯಾಲಯದ 2024-25ನೇ ಸಾಲಿನ ಶೈಕ್ಷಣಿಕ ಸಾಲಿನ ಜುಲೈ ಆವೃತ್ತಿಯ ವಿವಿಧ ಕೋರ್ಸ್‌ಗಳಿಗೆ ಪ್ರವೇಶ ಪಡೆಯಲು ನವೆಂಬರ್ 15 ಕೊನೆಯ ದಿನವಾಗಿದೆ. ಹೆಚ್ಚಿನ ಮಾಹಿತಿಗಾಗಿ ಮೊಬೈಲ್ ಸಂಖ್ಯೆ: 9483628267, 9483920065, 7892550053 ಹಾಗೂ 9110256738 ಗೆ ಸಂಪರ್ಕಿಸಬಹುದು ಎಂದು ಪ್ರಾದೇಶಿಕ ನಿರ್ದೇಶಕರು ಪ್ರಕಟಣೆಯಲ್ಲಿ ತಿಳಿಸಿದ್ದಾರೆ. [698,1299,918,1337]
header-rule [180,40,760,44]
rangotsava-headline: "ಮೈತ್ರಿಯಲ್ಲಿ ಗ್ರಾಮೀಣ ರಂಗೋತ್ಸವ" [256,436,684,478]
section-divider-2 [254,1328,682,1329]
left-bottom-headline: ಮ್ಯಾನುವಲ್ ಸ್ಕ್ಯಾವೆಂಜರ್‌ಗಳ ಸಮೀಕ್ಷೆ ಸೂಕ್ತ ದಾಖಲೆಯೊಂದಿಗೆ ಹೆಸರು ನೋಂದಾಯಿಸಿ [8,1191,244,1229]
column-divider-right [686,432,687,1440]
top-story-head [254,62,919,132]
